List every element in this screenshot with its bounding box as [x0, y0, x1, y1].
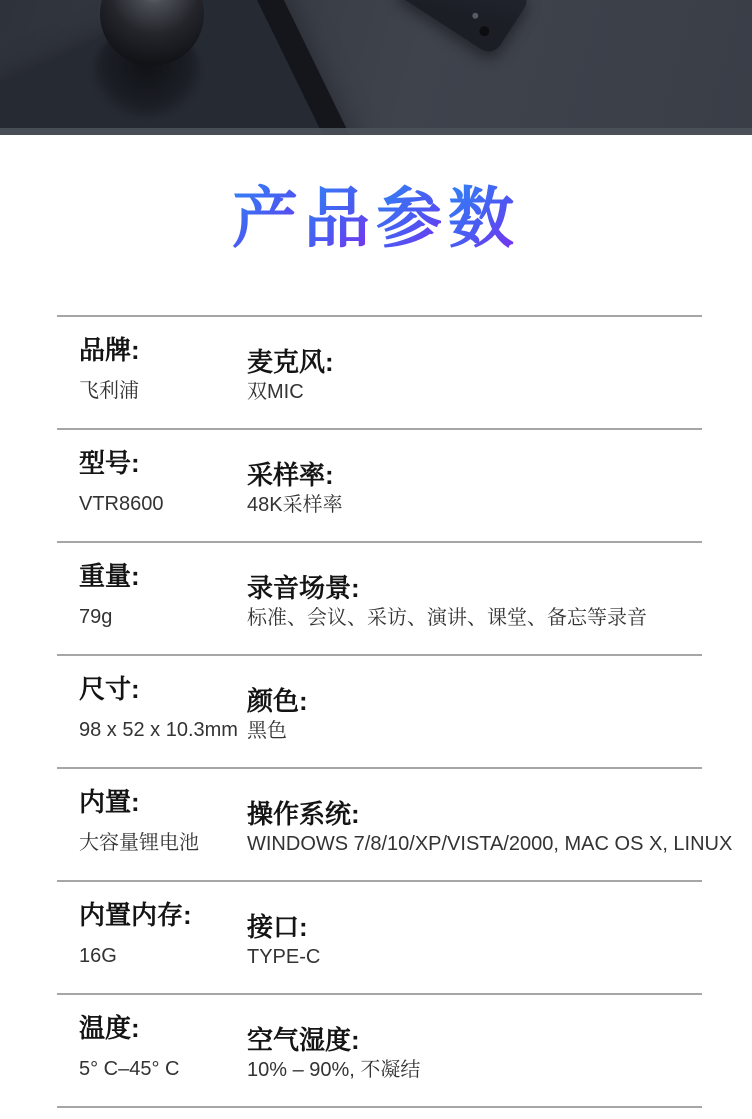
page-title [0, 181, 752, 257]
spec-cell-battery [79, 769, 247, 880]
spec-value: 5° C–45° C [79, 1058, 180, 1081]
spec-cell-temperature [79, 995, 247, 1106]
spec-value: 10% – 90%, 不凝结 [247, 1059, 421, 1082]
spec-label: 颜色: [247, 685, 308, 716]
title-char: 品 [304, 181, 376, 255]
spec-cell-color [247, 656, 702, 767]
title-char: 产 [232, 181, 304, 255]
spec-cell-memory [79, 882, 247, 993]
table-row [57, 769, 733, 882]
spec-cell-dimensions [79, 656, 247, 767]
spec-label: 麦克风: [247, 346, 334, 377]
spec-value: VTR8600 [79, 493, 164, 516]
spec-value: 双MIC [247, 381, 304, 404]
spec-value: 标准、会议、采访、演讲、课堂、备忘等录音 [247, 607, 647, 630]
table-row [57, 317, 702, 430]
table-row [57, 543, 702, 656]
spec-label: 操作系统: [247, 798, 360, 829]
spec-label: 内置: [79, 786, 140, 817]
spec-label: 品牌: [79, 334, 140, 365]
spec-label: 重量: [79, 560, 140, 591]
spec-table [57, 315, 733, 1108]
spec-cell-os [247, 769, 732, 880]
spec-label: 接口: [247, 911, 308, 942]
title-char: 参 [376, 181, 448, 255]
table-row [57, 656, 702, 769]
spec-value: 16G [79, 945, 117, 968]
spec-cell-model [79, 430, 247, 541]
photo-bottom-edge [0, 128, 752, 135]
spec-cell-interface [247, 882, 702, 993]
spec-label: 型号: [79, 447, 140, 478]
table-row [57, 430, 702, 543]
title-char: 数 [448, 181, 520, 255]
spec-cell-recording-scenes [247, 543, 702, 654]
spec-label: 采样率: [247, 459, 334, 490]
table-row [57, 995, 702, 1108]
product-photo [0, 0, 752, 135]
spec-label: 空气湿度: [247, 1024, 360, 1055]
spec-value: 大容量锂电池 [79, 832, 199, 855]
recorder-led-dot [471, 12, 479, 20]
table-row [57, 882, 702, 995]
spec-label: 尺寸: [79, 673, 140, 704]
spec-value: WINDOWS 7/8/10/XP/VISTA/2000, MAC OS X, LINUX [247, 833, 733, 856]
spec-label: 温度: [79, 1012, 140, 1043]
spec-cell-sample-rate [247, 430, 702, 541]
spec-value: 48K采样率 [247, 494, 343, 517]
spec-value: 98 x 52 x 10.3mm [79, 719, 238, 742]
recorder-mic-hole [477, 24, 491, 38]
spec-value: 飞利浦 [79, 380, 139, 403]
spec-label: 内置内存: [79, 899, 192, 930]
spec-value: 黑色 [247, 720, 287, 743]
spec-value: 79g [79, 606, 113, 629]
photo-recorder-corner [392, 0, 532, 57]
spec-label: 录音场景: [247, 572, 360, 603]
spec-cell-humidity [247, 995, 702, 1106]
spec-cell-microphone [247, 317, 702, 428]
spec-cell-weight [79, 543, 247, 654]
spec-value: TYPE-C [247, 946, 321, 969]
spec-cell-brand [79, 317, 247, 428]
